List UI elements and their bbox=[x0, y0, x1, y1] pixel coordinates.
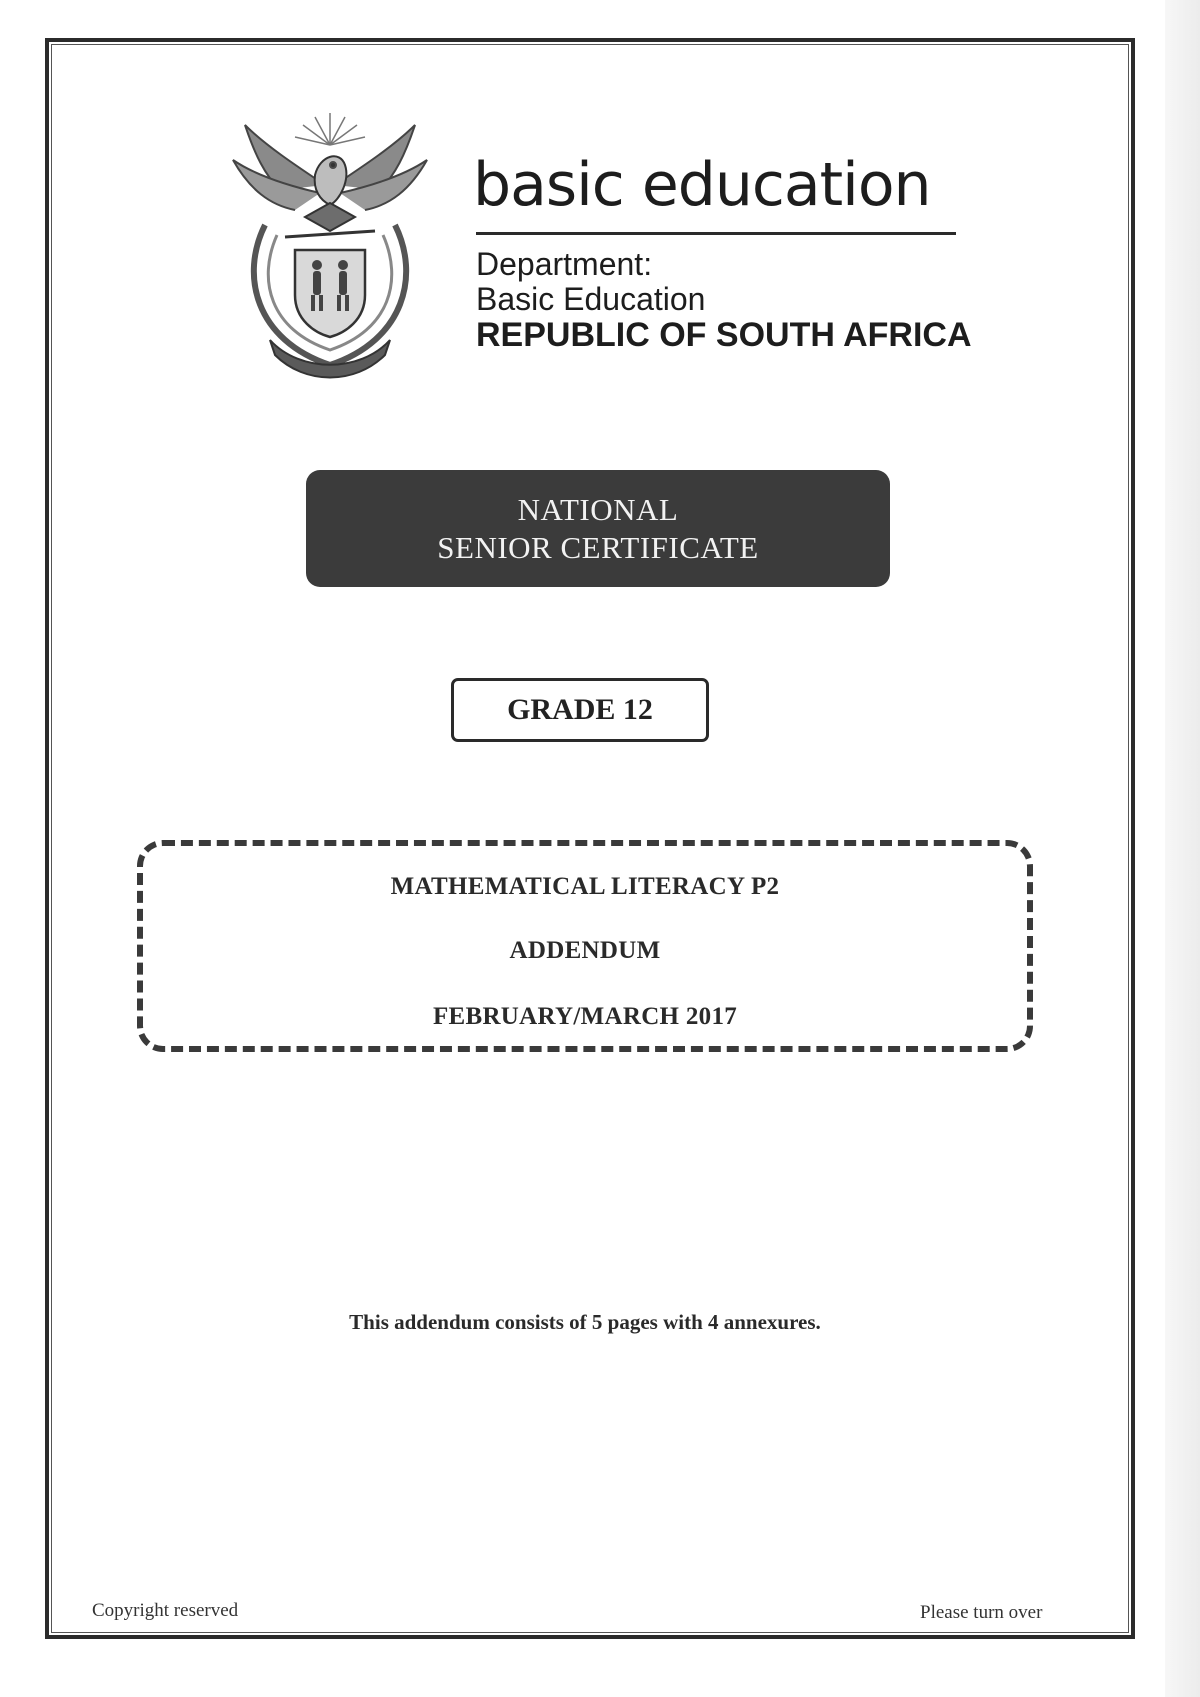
grade-badge: GRADE 12 bbox=[451, 678, 709, 742]
certificate-line-2: SENIOR CERTIFICATE bbox=[437, 529, 759, 565]
brand-underline bbox=[476, 232, 956, 235]
page-count-note: This addendum consists of 5 pages with 4 annexures. bbox=[349, 1310, 821, 1334]
coat-of-arms-icon bbox=[225, 105, 435, 380]
subject-name: MATHEMATICAL LITERACY P2 bbox=[390, 873, 780, 900]
certificate-banner bbox=[306, 470, 890, 587]
brand-title: basic education bbox=[473, 150, 931, 220]
document-type: ADDENDUM bbox=[509, 937, 661, 964]
country-name: REPUBLIC OF SOUTH AFRICA bbox=[476, 316, 972, 354]
scan-edge-shadow bbox=[1165, 0, 1200, 1697]
department-name: Basic Education bbox=[476, 281, 706, 317]
certificate-line-1: NATIONAL bbox=[517, 491, 679, 527]
exam-session: FEBRUARY/MARCH 2017 bbox=[432, 1003, 738, 1030]
department-label: Department: bbox=[476, 246, 653, 282]
turn-over-footer: Please turn over bbox=[920, 1602, 1043, 1623]
copyright-footer: Copyright reserved bbox=[92, 1600, 239, 1621]
